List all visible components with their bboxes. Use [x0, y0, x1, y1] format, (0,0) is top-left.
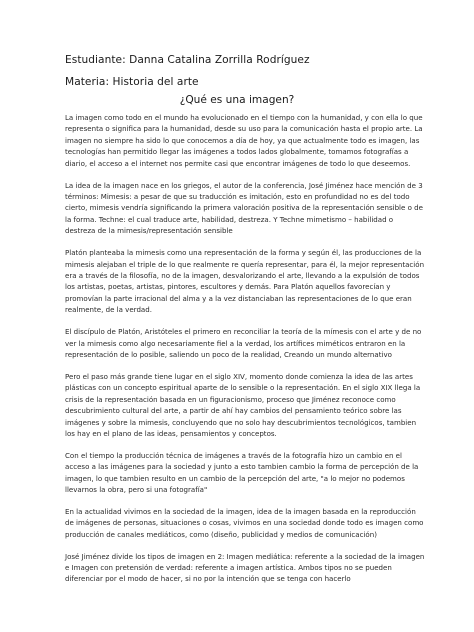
paragraph-aristotle: El discípulo de Platón, Aristóteles el primero en reconciliar la teoría de la mímesis con el arte y de no ver la mimesis como algo necesariamente fiel a la verdad, los artífices miméticos entraron en la representación de lo posible, saliendo un poco de la realidad, Creando un mundo alternativo — [65, 327, 422, 360]
paragraph-photography: Con el tiempo la producción técnica de imágenes a través de la fotografía hizo un cambio en el acceso a las imágenes para la sociedad y junto a esto tambien cambio la forma de percepción de la imagen, lo que tambien resulto en un cambio de la percepción del arte, "a lo mejor no podemos llevarnos la obra, pero si una fotografía" — [65, 450, 419, 495]
paragraph-greeks: La idea de la imagen nace en los griegos, el autor de la conferencia, José Jiménez hace mención de 3 términos: Mimesis: a pesar de que su traducción es imitación, esto en profundidad no es del todo cierto, mimesis vendría significando la primera valoración positiva de la representación sensible o de la forma. Techne: el cual traduce arte, habilidad, destreza. Y Techne mimetismo – habilidad o destreza de la mimesis/representación sensible — [65, 180, 423, 236]
paragraph-plato: Platón planteaba la mimesis como una representación de la forma y según él, las producciones de la mimesis alejaban el triple de lo que realmente re quería representar, para él, la mejor representación era a través de la filosofía, no de la imagen, desvalorizando el arte, llevando a la expulsión de todos los artistas, poetas, artistas, pintores, escultores y demás. Para Platón aquellos favorecían y promovían la parte irracional del alma y a la vez distanciaban las representaciones de lo que eran realmente, de la verdad. — [65, 248, 425, 315]
document-body — [65, 112, 425, 595]
student-name: Estudiante: Danna Catalina Zorrilla Rodríguez — [65, 54, 310, 66]
paragraph-society: En la actualidad vivimos en la sociedad de la imagen, idea de la imagen basada en la reproducción de imágenes de personas, situaciones o cosas, vivimos en una sociedad donde todo es imagen como producción de canales mediáticos, como (diseño, publicidad y medios de comunicación) — [65, 506, 424, 539]
paragraph-history: Pero el paso más grande tiene lugar en el siglo XIV, momento donde comienza la idea de las artes plásticas con un concepto espiritual aparte de lo sensible o la representación. En el siglo XIX llega la crisis de la representación basada en un figuracionismo, proceso que Jiménez reconoce como descubrimiento cultural del arte, a partir de ahí hay cambios del pensamiento teórico sobre las imágenes y sobre la mimesis, concluyendo que no solo hay descubrimientos tecnológicos, tambien los hay en el plano de las ideas, pensamientos y conceptos. — [65, 371, 421, 439]
paragraph-intro: La imagen como todo en el mundo ha evolucionado en el tiempo con la humanidad, y con ella lo que representa o significa para la humanidad, desde su uso para la comunicación hasta el propio arte. La imagen no siempre ha sido lo que conocemos a día de hoy, ya que actualmente todo es imagen, las tecnologías han permitido llegar las imágenes a todos lados globalmente, tomamos fotografías a diario, el acceso a el internet nos permite casi que encontrar imágenes de todo lo que deseemos. — [65, 113, 423, 168]
document-title: ¿Qué es una imagen? — [179, 94, 295, 106]
paragraph-image-types: José Jiménez divide los tipos de imagen en 2: Imagen mediática: referente a la sociedad de la imagen e Imagen con pretensión de verdad: referente a imagen artística. Ambos tipos no se pueden diferenciar por el modo de hacer, si no por la intención que se tenga con hacerlo — [65, 551, 425, 584]
subject-line: Materia: Historia del arte — [65, 76, 199, 88]
